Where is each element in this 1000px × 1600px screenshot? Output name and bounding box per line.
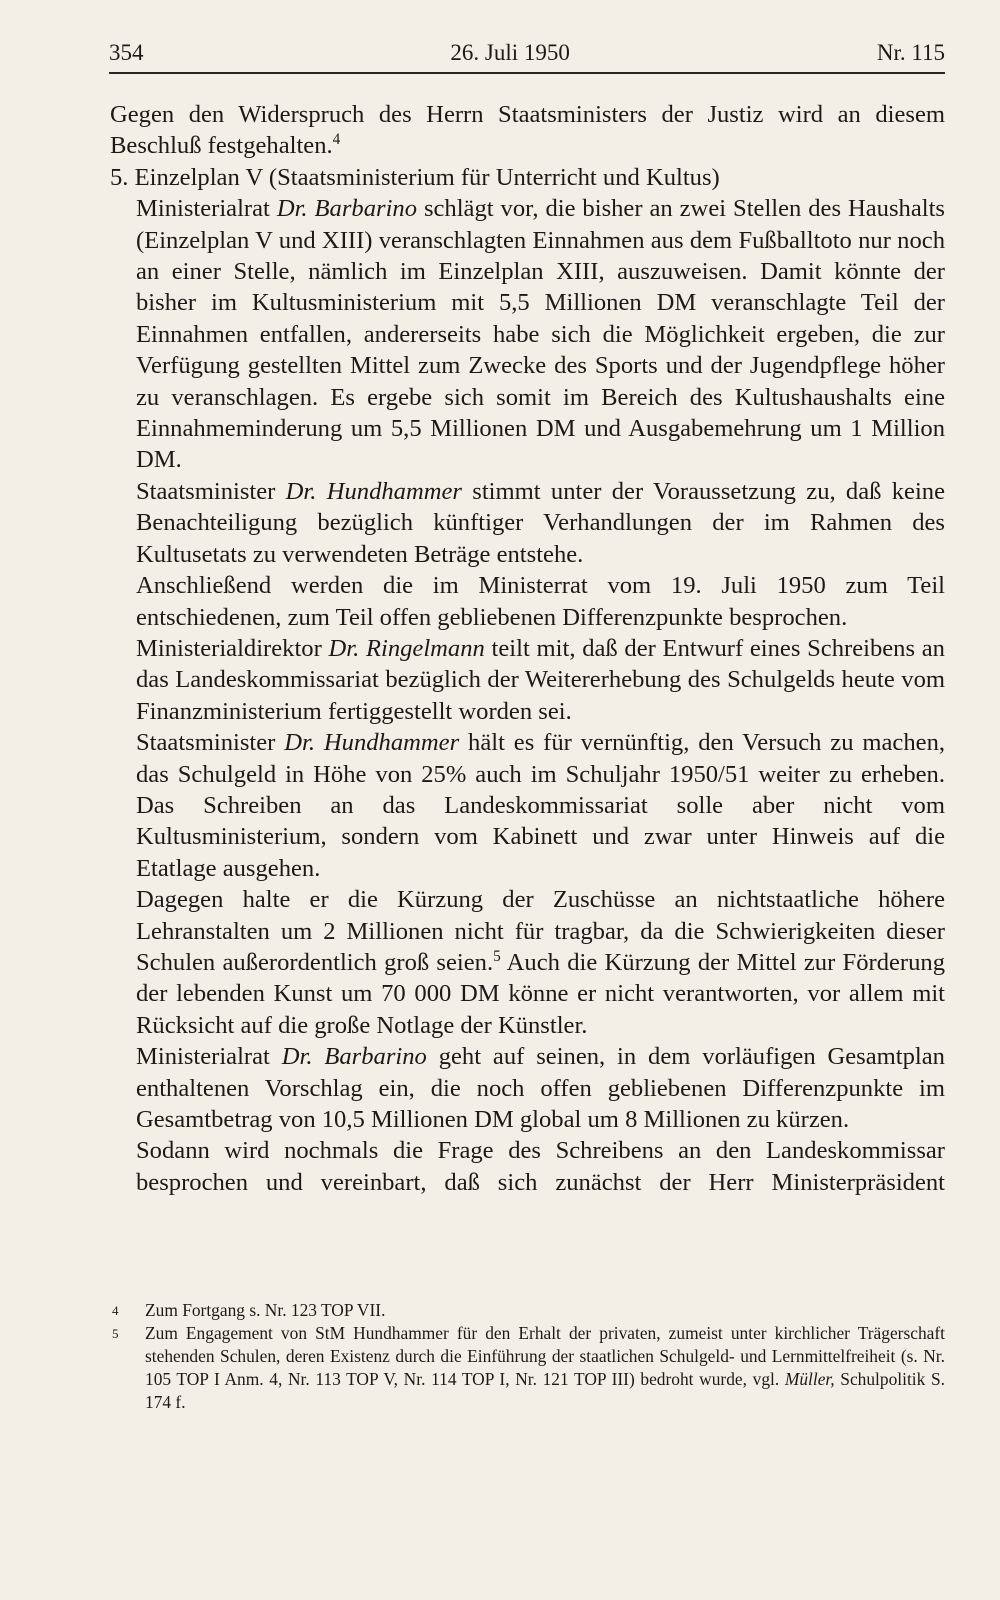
text-run: Dagegen halte er die Kürzung der Zuschüsse an nichtstaatliche höhere Lehranstalten um 2 Millionen nicht für tragbar, da die Schwierigkeiten dieser Schulen außerordentlich groß seien. bbox=[136, 886, 945, 976]
issue-number: Nr. 115 bbox=[876, 40, 945, 65]
paragraph bbox=[136, 1041, 945, 1135]
header-rule bbox=[109, 72, 945, 74]
text-run: 5. Einzelplan V (Staatsministerium für Unterricht und Kultus) bbox=[110, 163, 720, 191]
text-run: hält es für vernünftig, den Versuch zu machen, das Schulgeld in Höhe von 25% auch im Schuljahr 1950/51 weiter zu erheben. Das Schreiben an das Landeskommissariat solle aber nicht vom Kultusministerium, sondern vom Kabinett und zwar unter Hinweis auf die Etatlage ausgehen. bbox=[136, 729, 946, 882]
speaker-name: Dr. Barbarino bbox=[276, 195, 417, 223]
page-number: 354 bbox=[109, 40, 144, 65]
speaker-name: Dr. Hundhammer bbox=[284, 729, 460, 757]
footnote bbox=[112, 1299, 945, 1322]
text-run: Ministerialdirektor bbox=[136, 634, 329, 662]
paragraph bbox=[136, 1135, 945, 1198]
paragraph bbox=[136, 476, 945, 570]
footnotes bbox=[112, 1299, 945, 1414]
text-run: teilt mit, daß der Entwurf eines Schreibens an das Landeskommissariat bezüglich der Weitererhebung des Schulgelds heute vom Finanzministerium fertiggestellt worden sei. bbox=[136, 634, 945, 725]
text-run: stimmt unter der Voraussetzung zu, daß keine Benachteiligung bezüglich künftiger Verhandlungen der im Rahmen des Kultusetats zu verwendeten Beträge entstehe. bbox=[136, 477, 946, 568]
footnote-ref[interactable]: 4 bbox=[332, 131, 341, 149]
text-run: Auch die Kürzung der Mittel zur Förderung der lebenden Kunst um 70 000 DM könne er nicht verantworten, vor allem mit Rücksicht auf die große Notlage der Künstler. bbox=[136, 948, 946, 1039]
footnote-text bbox=[145, 1299, 945, 1322]
body-text bbox=[110, 99, 946, 1198]
paragraph bbox=[110, 162, 945, 193]
text-run: Zum Fortgang s. Nr. 123 TOP VII. bbox=[145, 1300, 386, 1320]
text-run: Schulpolitik S. 174 f. bbox=[145, 1369, 945, 1412]
text-run: Gegen den Widerspruch des Herrn Staatsministers der Justiz wird an diesem Beschluß festgehalten. bbox=[110, 101, 945, 160]
footnote-ref[interactable]: 5 bbox=[493, 947, 501, 965]
text-run: Staatsminister bbox=[136, 729, 285, 757]
speaker-name: Dr. Hundhammer bbox=[285, 477, 462, 505]
text-run: Staatsminister bbox=[136, 477, 286, 505]
author-name: Müller, bbox=[784, 1369, 835, 1389]
speaker-name: Dr. Ringelmann bbox=[328, 634, 485, 662]
speaker-name: Dr. Barbarino bbox=[281, 1043, 427, 1071]
text-run: Sodann wird nochmals die Frage des Schreibens an den Landeskommissar besprochen und vereinbart, daß sich zunächst der Herr Ministerpräsident bbox=[136, 1137, 945, 1196]
paragraph bbox=[136, 727, 945, 884]
paragraph bbox=[136, 884, 945, 1041]
paragraph bbox=[110, 99, 945, 162]
footnote-number: 4 bbox=[112, 1303, 119, 1318]
footnote-number: 5 bbox=[112, 1326, 119, 1341]
paragraph bbox=[136, 570, 945, 633]
footnote-text bbox=[145, 1322, 945, 1414]
text-run: Ministerialrat bbox=[136, 195, 277, 223]
paragraph bbox=[136, 193, 945, 476]
running-header bbox=[109, 40, 945, 66]
footnote bbox=[112, 1322, 945, 1414]
text-run: Ministerialrat bbox=[136, 1043, 282, 1071]
text-run: Zum Engagement von StM Hundhammer für den Erhalt der privaten, zumeist unter kirchlicher Trägerschaft stehenden Schulen, deren Existenz durch die Einführung der staatlichen Schulgeld- und Lernmittelfreiheit (s. Nr. 105 TOP I Anm. 4, Nr. 113 TOP V, Nr. 114 TOP I, Nr. 121 TOP III) bedroht wurde, vgl. bbox=[145, 1323, 945, 1389]
text-run: geht auf seinen, in dem vorläufigen Gesamtplan enthaltenen Vorschlag ein, die noch offen gebliebenen Differenzpunkte im Gesamtbetrag von 10,5 Millionen DM global um 8 Millionen zu kürzen. bbox=[136, 1043, 945, 1133]
text-run: Anschließend werden die im Ministerrat vom 19. Juli 1950 zum Teil entschiedenen, zum Teil offen gebliebenen Differenzpunkte besprochen. bbox=[136, 572, 945, 631]
text-run: schlägt vor, die bisher an zwei Stellen des Haushalts (Einzelplan V und XIII) veranschlagten Einnahmen aus dem Fußballtoto nur noch an einer Stelle, nämlich im Einzelplan XIII, auszuweisen. Damit könnte der bisher im Kultusministerium mit 5,5 Millionen DM veranschlagte Teil der Einnahmen entfallen, andererseits habe sich die Möglichkeit ergeben, die zur Verfügung gestellten Mittel zum Zwecke des Sports und der Jugendpflege höher zu veranschlagen. Es ergebe sich somit im Bereich des Kultushaushalts eine Einnahmeminderung um 5,5 Millionen DM und Ausgabemehrung um 1 Million DM. bbox=[136, 195, 945, 474]
header-date: 26. Juli 1950 bbox=[450, 40, 570, 65]
paragraph bbox=[136, 633, 945, 727]
